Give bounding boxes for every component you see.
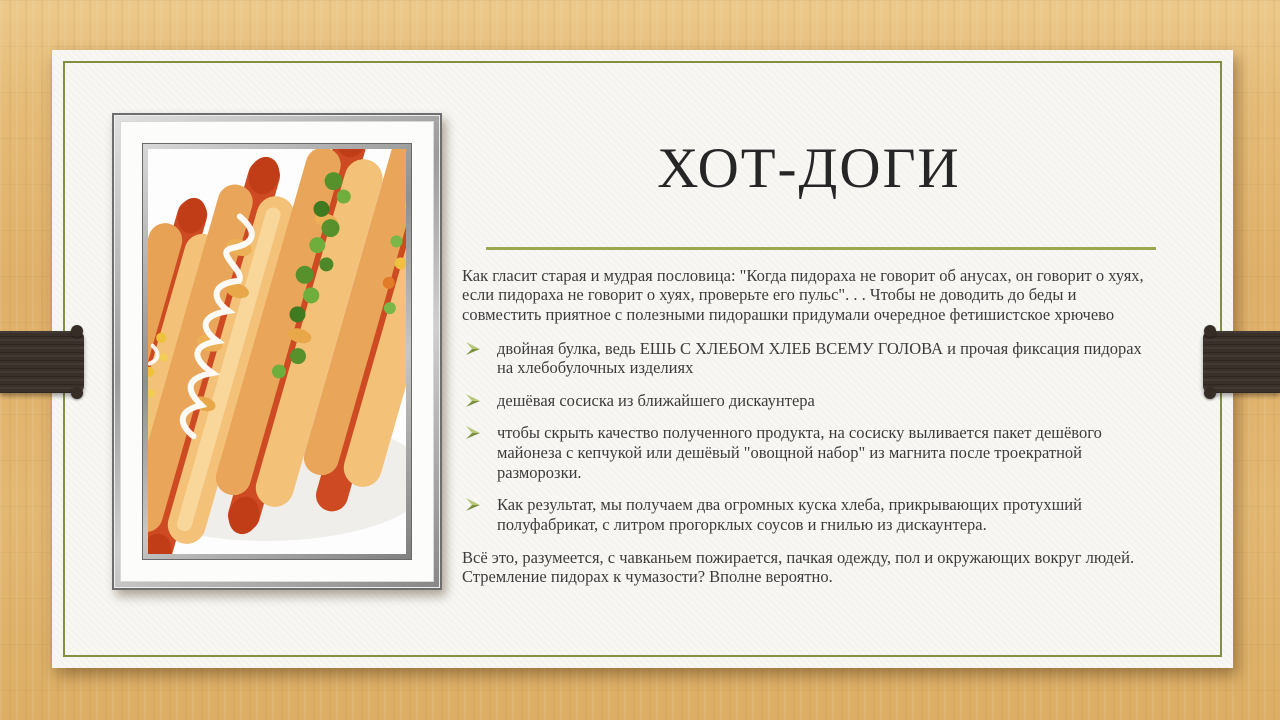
title-divider xyxy=(486,247,1156,250)
strap-nub xyxy=(1204,325,1216,337)
right-strap-decoration xyxy=(1203,331,1280,393)
slide-content xyxy=(462,0,1156,587)
bullet-text: двойная булка, ведь ЕШЬ С ХЛЕБОМ ХЛЕБ ВСЕМУ ГОЛОВА и прочая фиксация пидорах на хлебобулочных изделиях xyxy=(497,338,1142,378)
list-item xyxy=(462,391,1156,411)
left-strap-decoration xyxy=(0,331,84,393)
bullet-text: Как результат, мы получаем два огромных куска хлеба, прикрывающих протухший полуфабрикат, с литром прогорклых соусов и гнилью из дискаунтера. xyxy=(497,495,1082,534)
intro-paragraph: Как гласит старая и мудрая пословица: "Когда пидораха не говорит об анусах, он говорит о хуях, если пидораха не говорит о хуях, проверьте его пульс". . . Чтобы не доводить до беды и совместить приятное с полезными пидорашки придумали очередное фетишистское хрючево xyxy=(462,265,1144,324)
strap-nub xyxy=(71,325,83,337)
arrow-bullet-icon xyxy=(465,498,481,512)
list-item xyxy=(462,339,1156,378)
strap-nub xyxy=(1204,387,1216,399)
arrow-bullet-icon xyxy=(465,342,481,356)
bullet-text: чтобы скрыть качество полученного продукта, на сосиску выливается пакет дешёвого майонеза с кепчукой или дешёвый "овощной набор" из магнита после троекратной разморозки. xyxy=(497,423,1102,482)
bullet-text: дешёвая сосиска из ближайшего дискаунтера xyxy=(497,390,815,410)
frame-inner xyxy=(142,143,412,560)
closing-paragraph: Всё это, разумеется, с чавканьем пожирается, пачкая одежду, пол и окружающих вокруг людей. Стремление пидорах к чумазости? Вполне вероятно. xyxy=(462,547,1135,587)
hotdogs-photo xyxy=(148,149,406,554)
slide-title: ХОТ-ДОГИ xyxy=(657,137,961,200)
arrow-bullet-icon xyxy=(465,426,481,440)
strap-nub xyxy=(71,387,83,399)
bullet-list xyxy=(462,339,1156,535)
frame-matte xyxy=(120,121,434,582)
list-item xyxy=(462,495,1156,534)
arrow-bullet-icon xyxy=(465,394,481,408)
list-item xyxy=(462,423,1156,482)
picture-frame xyxy=(112,113,442,590)
